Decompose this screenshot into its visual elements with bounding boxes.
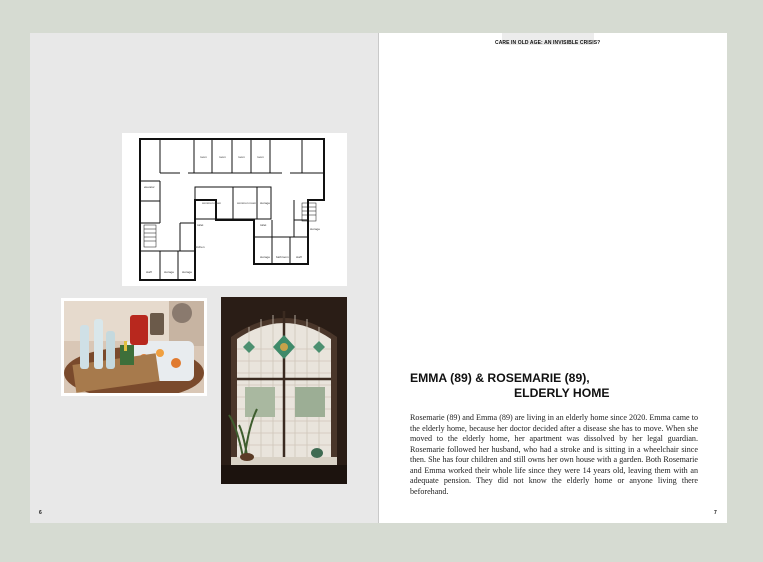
floor-plan-label: staff	[296, 255, 302, 259]
floor-plan	[122, 133, 347, 286]
magazine-spread	[30, 33, 727, 523]
window-photo-image	[221, 297, 347, 484]
floor-plan-label: kitchen	[195, 245, 205, 249]
floor-plan-drawing	[122, 133, 347, 286]
floor-plan-label: storage	[164, 270, 175, 274]
floor-plan-label: room	[238, 155, 245, 159]
floor-plan-label: room	[257, 155, 264, 159]
floor-plan-label: room	[200, 155, 207, 159]
page-number-left: 6	[39, 510, 42, 516]
running-head: CARE IN OLD AGE: AN INVISIBLE CRISIS?	[495, 40, 601, 46]
table-photo	[61, 298, 207, 396]
floor-plan-label: room	[219, 155, 226, 159]
floor-plan-label: common room	[237, 201, 257, 205]
floor-plan-label: storage	[310, 227, 321, 231]
floor-plan-label: storage	[182, 270, 193, 274]
left-page	[30, 33, 378, 523]
floor-plan-label: storage	[260, 255, 271, 259]
window-photo	[221, 297, 347, 484]
right-page	[378, 33, 727, 523]
floor-plan-label: common room	[202, 201, 222, 205]
floor-plan-label: toilet	[197, 223, 204, 227]
article-title-line-1: EMMA (89) & ROSEMARIE (89),	[410, 371, 590, 385]
page-number-right: 7	[714, 510, 717, 516]
article-title-line-2: ELDERLY HOME	[514, 386, 610, 400]
floor-plan-label: bathroom	[276, 255, 289, 259]
article-body: Rosemarie (89) and Emma (89) are living in an elderly home since 2020. Emma came to the elderly home, because her doctor decided after a disease she has to move. When she moved to the elderly home, her apartment was dissolved by her legal guardian. Rosemarie followed her husband, who had a stroke and is sitting in a wheelchair since then. She has four children and still owns her own house with a garden. Both Rosemarie and Emma worked their whole life since they were 14 years old, leaving them with an adequate pension. They did not know the elderly home or anyone living there beforehand.	[410, 413, 698, 496]
table-photo-image	[64, 301, 204, 393]
floor-plan-label: staff	[146, 270, 152, 274]
floor-plan-label: toilet	[260, 223, 267, 227]
floor-plan-label: elevator	[144, 185, 155, 189]
floor-plan-label: storage	[260, 201, 271, 205]
